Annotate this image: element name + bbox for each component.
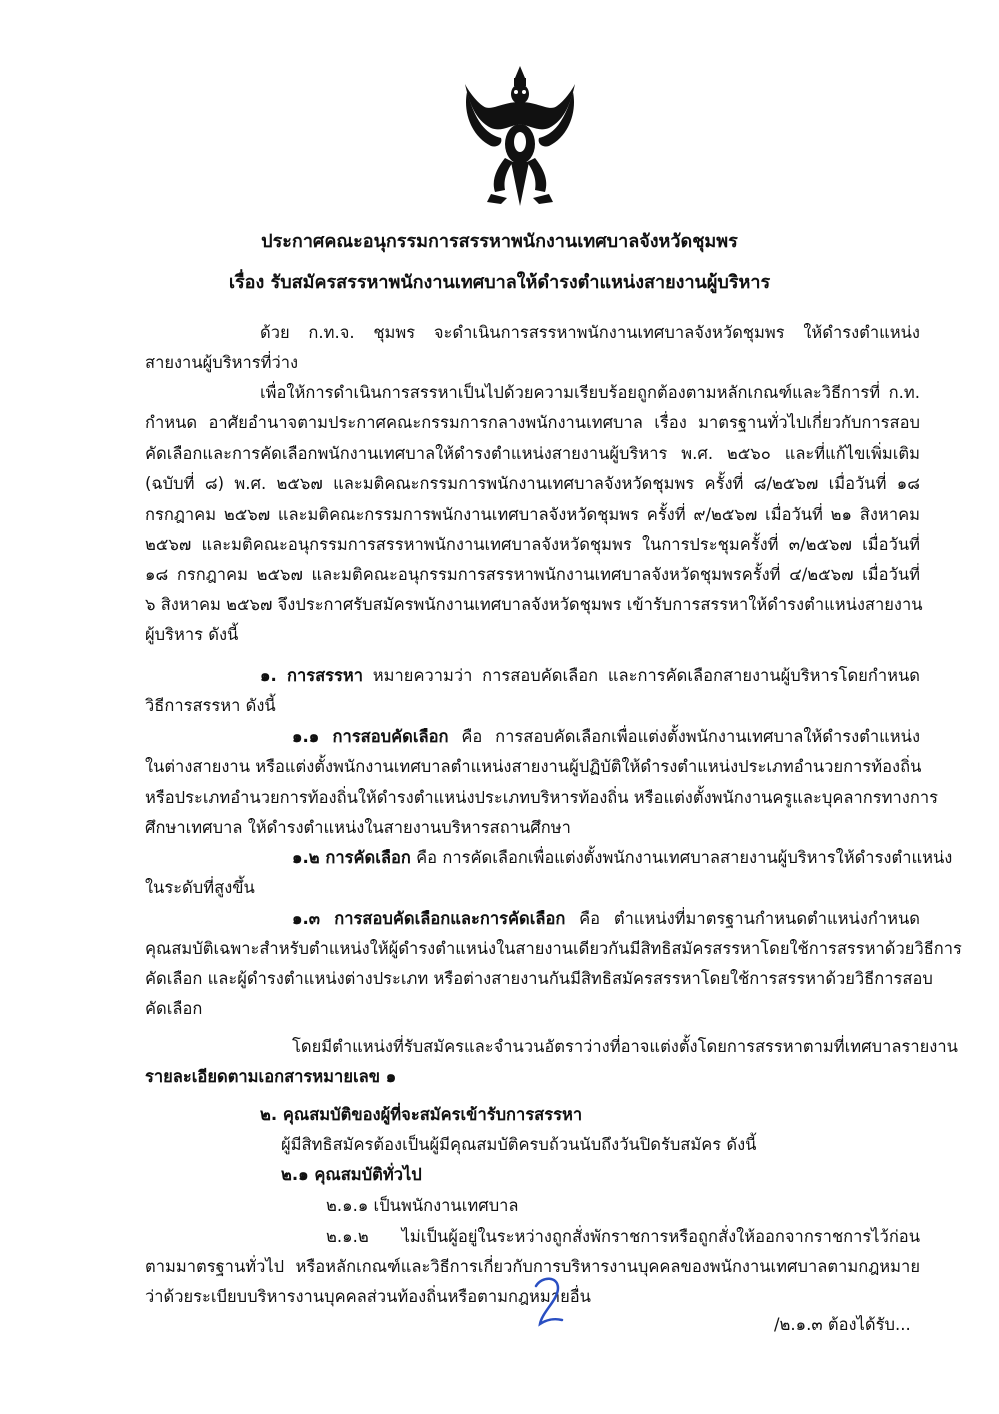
section2-1-1: ๒.๑.๑ เป็นพนักงานเทศบาล: [326, 1196, 519, 1215]
section1-1-line-3: หรือประเภทอำนวยการท้องถิ่นให้ดำรงตำแหน่งประเภทบริหารท้องถิ่น หรือแต่งตั้งพนักงานครูและบุคลากรทางการ: [145, 788, 938, 807]
section1-1-text: คือ การสอบคัดเลือกเพื่อแต่งตั้งพนักงานเทศบาลให้ดำรงตำแหน่ง: [448, 727, 921, 746]
section2-1-2-line-2: ตามมาตรฐานทั่วไป หรือหลักเกณฑ์และวิธีการเกี่ยวกับการบริหารงานบุคคลของพนักงานเทศบาลตามกฎหมาย: [145, 1257, 920, 1276]
section2-line: ผู้มีสิทธิสมัครต้องเป็นผู้มีคุณสมบัติครบถ้วนนับถึงวันปิดรับสมัคร ดังนี้: [281, 1135, 757, 1154]
section1-text: หมายความว่า การสอบคัดเลือก และการคัดเลือกสายงานผู้บริหารโดยกำหนด: [363, 666, 920, 685]
section2-1-heading: ๒.๑ คุณสมบัติทั่วไป: [281, 1165, 422, 1184]
section2-1-2-line-3: ว่าด้วยระเบียบบริหารงานบุคคลส่วนท้องถิ่นหรือตามกฎหมายอื่น: [145, 1287, 591, 1306]
continued-marker: /๒.๑.๓ ต้องได้รับ...: [774, 1315, 911, 1334]
section1-2-line-1: [292, 847, 953, 869]
section1-heading: ๑. การสรรหา: [260, 666, 364, 685]
section1-1-line-2: ในต่างสายงาน หรือแต่งตั้งพนักงานเทศบาลตำแหน่งสายงานผู้ปฏิบัติให้ดำรงตำแหน่งประเภทอำนวยการท้องถิ่น: [145, 757, 922, 776]
section1-3-line-3: คัดเลือก และผู้ดำรงตำแหน่งต่างประเภท หรือต่างสายงานกันมีสิทธิสมัครสรรหาโดยใช้การสรรหาด้วยวิธีการสอบ: [145, 969, 933, 988]
vacancy-line-1: โดยมีตำแหน่งที่รับสมัครและจำนวนอัตราว่างที่อาจแต่งตั้งโดยการสรรหาตามที่เทศบาลรายงาน: [292, 1037, 958, 1056]
section1-2-text: คือ การคัดเลือกเพื่อแต่งตั้งพนักงานเทศบาลสายงานผู้บริหารให้ดำรงตำแหน่ง: [410, 848, 953, 867]
section1-3-line-2: คุณสมบัติเฉพาะสำหรับตำแหน่งให้ผู้ดำรงตำแหน่งในสายงานเดียวกันมีสิทธิสมัครสรรหาโดยใช้การสรรหาด้วยวิธีการ: [145, 939, 962, 958]
para2-line-2: กำหนด อาศัยอำนาจตามประกาศคณะกรรมการกลางพนักงานเทศบาล เรื่อง มาตรฐานทั่วไปเกี่ยวกับการสอบ: [145, 413, 920, 432]
intro-line-1: ด้วย ก.ท.จ. ชุมพร จะดำเนินการสรรหาพนักงานเทศบาลจังหวัดชุมพร ให้ดำรงตำแหน่ง: [260, 323, 920, 342]
section1-2-heading: ๑.๒ การคัดเลือก: [292, 848, 411, 867]
section1-2-line-2: ในระดับที่สูงขึ้น: [145, 878, 255, 897]
section1-3-text: คือ ตำแหน่งที่มาตรฐานกำหนดตำแหน่งกำหนด: [565, 909, 921, 928]
section1-line-2: วิธีการสรรหา ดังนี้: [145, 696, 276, 715]
vacancy-line-2: รายละเอียดตามเอกสารหมายเลข ๑: [145, 1067, 397, 1086]
para2-line-3: คัดเลือกและการคัดเลือกพนักงานเทศบาลให้ดำรงตำแหน่งสายงานผู้บริหาร พ.ศ. ๒๕๖๐ และที่แก้ไขเพิ่มเติม: [145, 444, 920, 463]
section1-1-heading: ๑.๑ การสอบคัดเลือก: [292, 727, 449, 746]
para2-line-4: (ฉบับที่ ๘) พ.ศ. ๒๕๖๗ และมติคณะกรรมการพนักงานเทศบาลจังหวัดชุมพร ครั้งที่ ๘/๒๕๖๗ เมื่อวันที่ ๑๘: [145, 474, 920, 493]
section1-1-line-1: [292, 726, 920, 748]
section1-1-line-4: ศึกษาเทศบาล ให้ดำรงตำแหน่งในสายงานบริหารสถานศึกษา: [145, 818, 571, 837]
section1-line-1: [260, 665, 920, 687]
para2-line-8: ๖ สิงหาคม ๒๕๖๗ จึงประกาศรับสมัครพนักงานเทศบาลจังหวัดชุมพร เข้ารับการสรรหาให้ดำรงตำแหน่งสายงาน: [145, 595, 923, 614]
para2-line-5: กรกฎาคม ๒๕๖๗ และมติคณะกรรมการพนักงานเทศบาลจังหวัดชุมพร ครั้งที่ ๙/๒๕๖๗ เมื่อวันที่ ๒๑ สิงหาคม: [145, 505, 920, 524]
announcement-title: ประกาศคณะอนุกรรมการสรรหาพนักงานเทศบาลจังหวัดชุมพร: [261, 231, 738, 252]
para2-line-9: ผู้บริหาร ดังนี้: [145, 625, 239, 644]
section1-3-heading: ๑.๓ การสอบคัดเลือกและการคัดเลือก: [292, 909, 566, 928]
section2-1-2-line-1: ๒.๑.๒ ไม่เป็นผู้อยู่ในระหว่างถูกสั่งพักราชการหรือถูกสั่งให้ออกจากราชการไว้ก่อน: [326, 1227, 920, 1246]
section2-heading: ๒. คุณสมบัติของผู้ที่จะสมัครเข้ารับการสรรหา: [260, 1105, 583, 1124]
intro-line-2: สายงานผู้บริหารที่ว่าง: [145, 353, 299, 372]
announcement-subject: เรื่อง รับสมัครสรรหาพนักงานเทศบาลให้ดำรงตำแหน่งสายงานผู้บริหาร: [228, 272, 771, 293]
section1-3-line-4: คัดเลือก: [145, 999, 203, 1018]
para2-line-7: ๑๘ กรกฎาคม ๒๕๖๗ และมติคณะอนุกรรมการสรรหาพนักงานเทศบาลจังหวัดชุมพรครั้งที่ ๔/๒๕๖๗ เมื่อวันที่: [145, 565, 920, 584]
section1-3-line-1: [292, 908, 920, 930]
para2-line-6: ๒๕๖๗ และมติคณะอนุกรรมการสรรหาพนักงานเทศบาลจังหวัดชุมพร ในการประชุมครั้งที่ ๓/๒๕๖๗ เมื่อวันที่: [145, 535, 920, 554]
handwritten-signature: [528, 1274, 568, 1334]
para2-line-1: เพื่อให้การดำเนินการสรรหาเป็นไปด้วยความเรียบร้อยถูกต้องตามหลักเกณฑ์และวิธีการที่ ก.ท.: [260, 383, 920, 402]
garuda-emblem: [461, 62, 579, 208]
